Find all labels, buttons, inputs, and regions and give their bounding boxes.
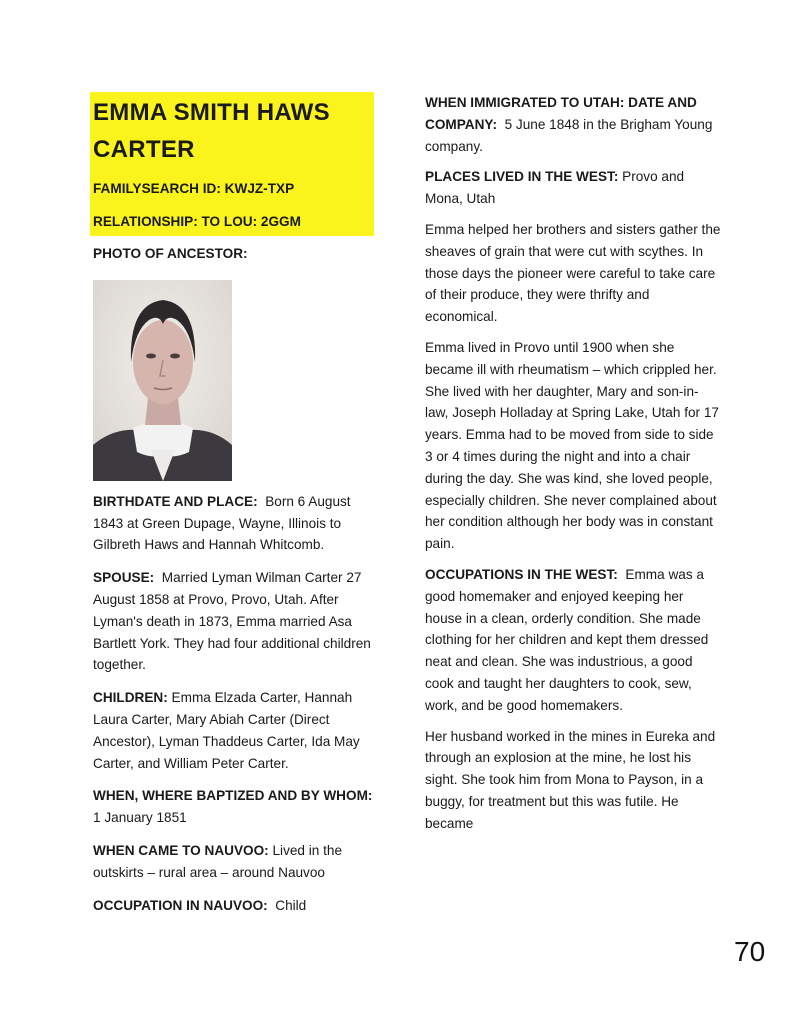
page-number: 70: [734, 936, 766, 967]
children-label: CHILDREN:: [93, 690, 168, 706]
children-text: Emma Elzada Carter, Hannah Laura Carter, Mary Abiah Carter (Direct Ancestor), Lyman Thaddeus Carter, Ida May Carter, and William Peter Carter.: [93, 690, 360, 771]
occupation-nauvoo-label: OCCUPATION IN NAUVOO:: [93, 897, 268, 913]
baptized-text: 1 January 1851: [93, 810, 187, 826]
occupation-west-text: Emma was a good homemaker and enjoyed keeping her house in a clean, orderly condition. She made clothing for her children and kept them dressed neat and clean. She was industrious, a good cook and taught her daughters to cook, sew, work, and be good homemakers.: [425, 566, 709, 713]
baptized-paragraph: [93, 785, 383, 829]
nauvoo-label: WHEN CAME TO NAUVOO:: [93, 842, 269, 858]
places-text: Provo and Mona, Utah: [425, 169, 685, 207]
rheumatism-paragraph: Emma lived in Provo until 1900 when she became ill with rheumatism – which crippled her. She lived with her daughter, Mary and son-in-law, Joseph Holladay at Spring Lake, Utah for 17 years. Emma had to be moved from side to side 3 or 4 times during the night and into a chair during the day. She was kind, she loved people, especially children. She never complained about her condition although her body was in constant pain.: [425, 339, 719, 552]
immigrated-text: 5 June 1848 in the Brigham Young company.: [425, 116, 713, 154]
photo-label: PHOTO OF ANCESTOR:: [93, 246, 248, 261]
occupation-nauvoo-paragraph: [93, 895, 383, 917]
birth-label: BIRTHDATE AND PLACE:: [93, 493, 258, 509]
occupation-nauvoo-text: Child: [275, 897, 307, 913]
places-paragraph: [425, 166, 721, 210]
spouse-paragraph: [93, 567, 383, 676]
nauvoo-text: Lived in the outskirts – rural area – around Nauvoo: [93, 842, 343, 880]
occupation-west-label: OCCUPATIONS IN THE WEST:: [425, 566, 618, 582]
immigrated-paragraph: [425, 92, 721, 157]
immigrated-label: WHEN IMMIGRATED TO UTAH: DATE AND COMPANY:: [425, 95, 697, 132]
familysearch-id: FAMILYSEARCH ID: KWJZ-TXP: [93, 181, 295, 196]
mines-paragraph: Her husband worked in the mines in Eureka and through an explosion at the mine, he lost his sight. She took him from Mona to Payson, in a buggy, for treatment but this was futile. He became: [425, 728, 716, 831]
spouse-text: Married Lyman Wilman Carter 27 August 1858 at Provo, Provo, Utah. After Lyman's death in 1873, Emma married Asa Bartlett York. They had four additional children together.: [93, 570, 371, 673]
places-label: PLACES LIVED IN THE WEST:: [425, 169, 619, 185]
occupation-west-paragraph: [425, 564, 721, 717]
children-paragraph: [93, 687, 383, 774]
name-highlight-box: [90, 92, 374, 236]
ancestor-photo: [93, 280, 232, 481]
birth-paragraph: [93, 491, 383, 556]
portrait-image: [93, 280, 232, 481]
nauvoo-paragraph: [93, 840, 383, 884]
baptized-label: WHEN, WHERE BAPTIZED AND BY WHOM:: [93, 788, 373, 804]
grain-paragraph: Emma helped her brothers and sisters gather the sheaves of grain that were cut with scythes. In those days the pioneer were careful to take care of their produce, they were thrifty and economical.: [425, 221, 721, 325]
relationship: RELATIONSHIP: TO LOU: 2GGM: [93, 214, 301, 229]
ancestor-name-title: EMMA SMITH HAWS CARTER: [93, 99, 330, 163]
spouse-label: SPOUSE:: [93, 570, 155, 586]
right-column: [425, 92, 721, 844]
left-column: [93, 92, 383, 927]
birth-text: Born 6 August 1843 at Green Dupage, Wayne, Illinois to Gilbreth Haws and Hannah Whitcomb.: [93, 493, 351, 553]
